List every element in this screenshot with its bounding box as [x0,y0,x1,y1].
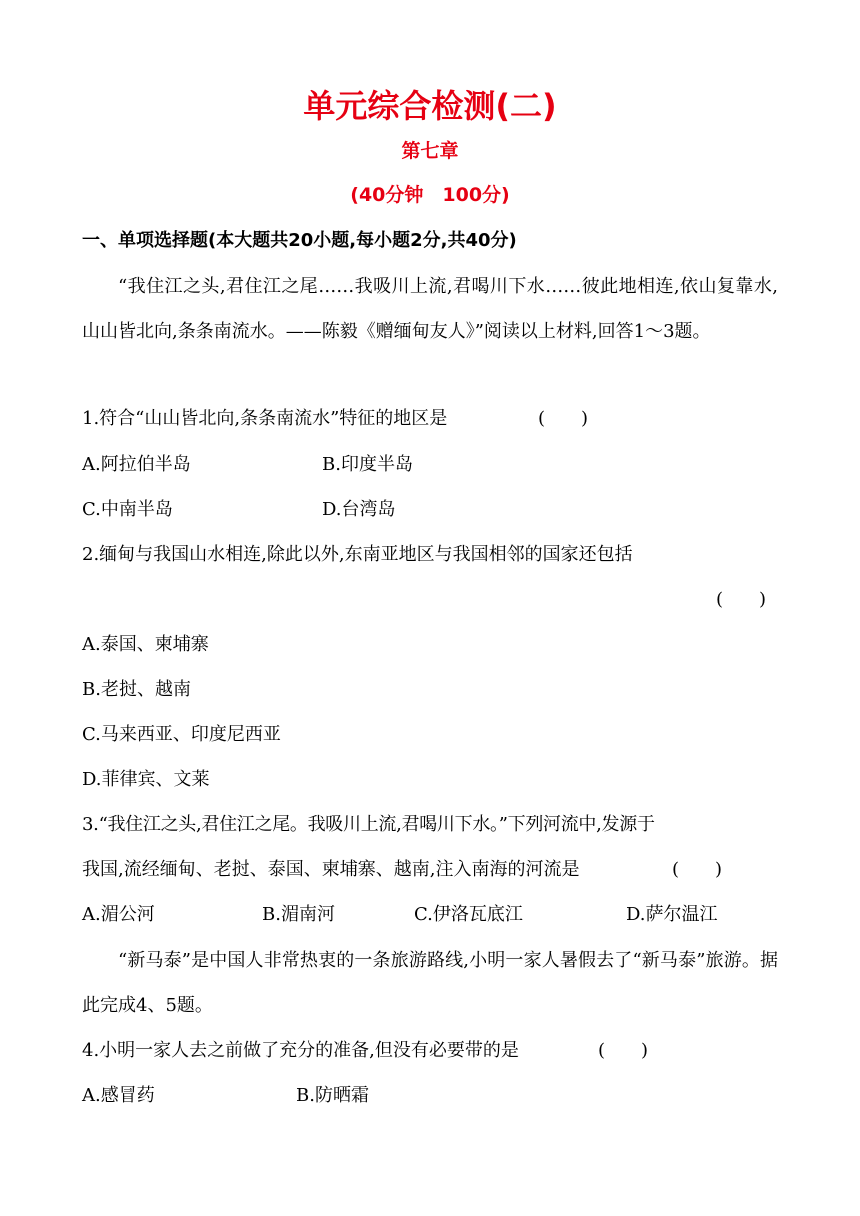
reading-material-2: “新马泰”是中国人非常热衷的一条旅游路线,小明一家人暑假去了“新马泰”旅游。据此完成4、5题。 [82,950,778,1016]
question-3-stem-line-2: 我国,流经缅甸、老挝、泰国、柬埔寨、越南,注入南海的河流是 [82,859,580,880]
question-1-option-a[interactable]: A.阿拉伯半岛 [82,454,191,475]
question-4-stem: 4.小明一家人去之前做了充分的准备,但没有必要带的是 [82,1040,519,1061]
question-2-stem: 2.缅甸与我国山水相连,除此以外,东南亚地区与我国相邻的国家还包括 [82,544,633,565]
question-3-option-b[interactable]: B.湄南河 [262,904,335,925]
question-3-option-c[interactable]: C.伊洛瓦底江 [414,904,523,925]
question-2-answer-bracket[interactable]: ( ) [716,589,767,610]
question-2-option-a[interactable]: A.泰国、柬埔寨 [82,634,209,655]
question-2-option-b[interactable]: B.老挝、越南 [82,679,191,700]
question-1-answer-bracket[interactable]: ( ) [538,408,589,429]
question-1-option-b[interactable]: B.印度半岛 [322,454,413,475]
question-4-answer-bracket[interactable]: ( ) [598,1040,649,1061]
question-3-answer-bracket[interactable]: ( ) [672,859,723,880]
question-3-stem-line-1: 3.“我住江之头,君住江之尾。我吸川上流,君喝川下水。”下列河流中,发源于 [82,814,655,835]
question-1-stem: 1.符合“山山皆北向,条条南流水”特征的地区是 [82,408,448,429]
time-score-label: (40分钟 100分) [350,184,510,206]
question-3-option-d[interactable]: D.萨尔温江 [626,904,718,925]
page-title: 单元综合检测(二) [303,87,557,125]
question-2-option-d[interactable]: D.菲律宾、文莱 [82,769,210,790]
section-heading: 一、单项选择题(本大题共20小题,每小题2分,共40分) [82,230,517,251]
question-4-option-b[interactable]: B.防晒霜 [296,1085,369,1106]
chapter-label: 第七章 [401,140,459,162]
question-2-option-c[interactable]: C.马来西亚、印度尼西亚 [82,724,281,745]
question-3-option-a[interactable]: A.湄公河 [82,904,155,925]
question-4-option-a[interactable]: A.感冒药 [82,1085,155,1106]
reading-material-1: “我住江之头,君住江之尾……我吸川上流,君喝川下水……彼此地相连,依山复靠水,山山皆北向,条条南流水。——陈毅《赠缅甸友人》”阅读以上材料,回答1～3题。 [82,276,778,342]
question-1-option-d[interactable]: D.台湾岛 [322,499,396,520]
question-1-option-c[interactable]: C.中南半岛 [82,499,173,520]
